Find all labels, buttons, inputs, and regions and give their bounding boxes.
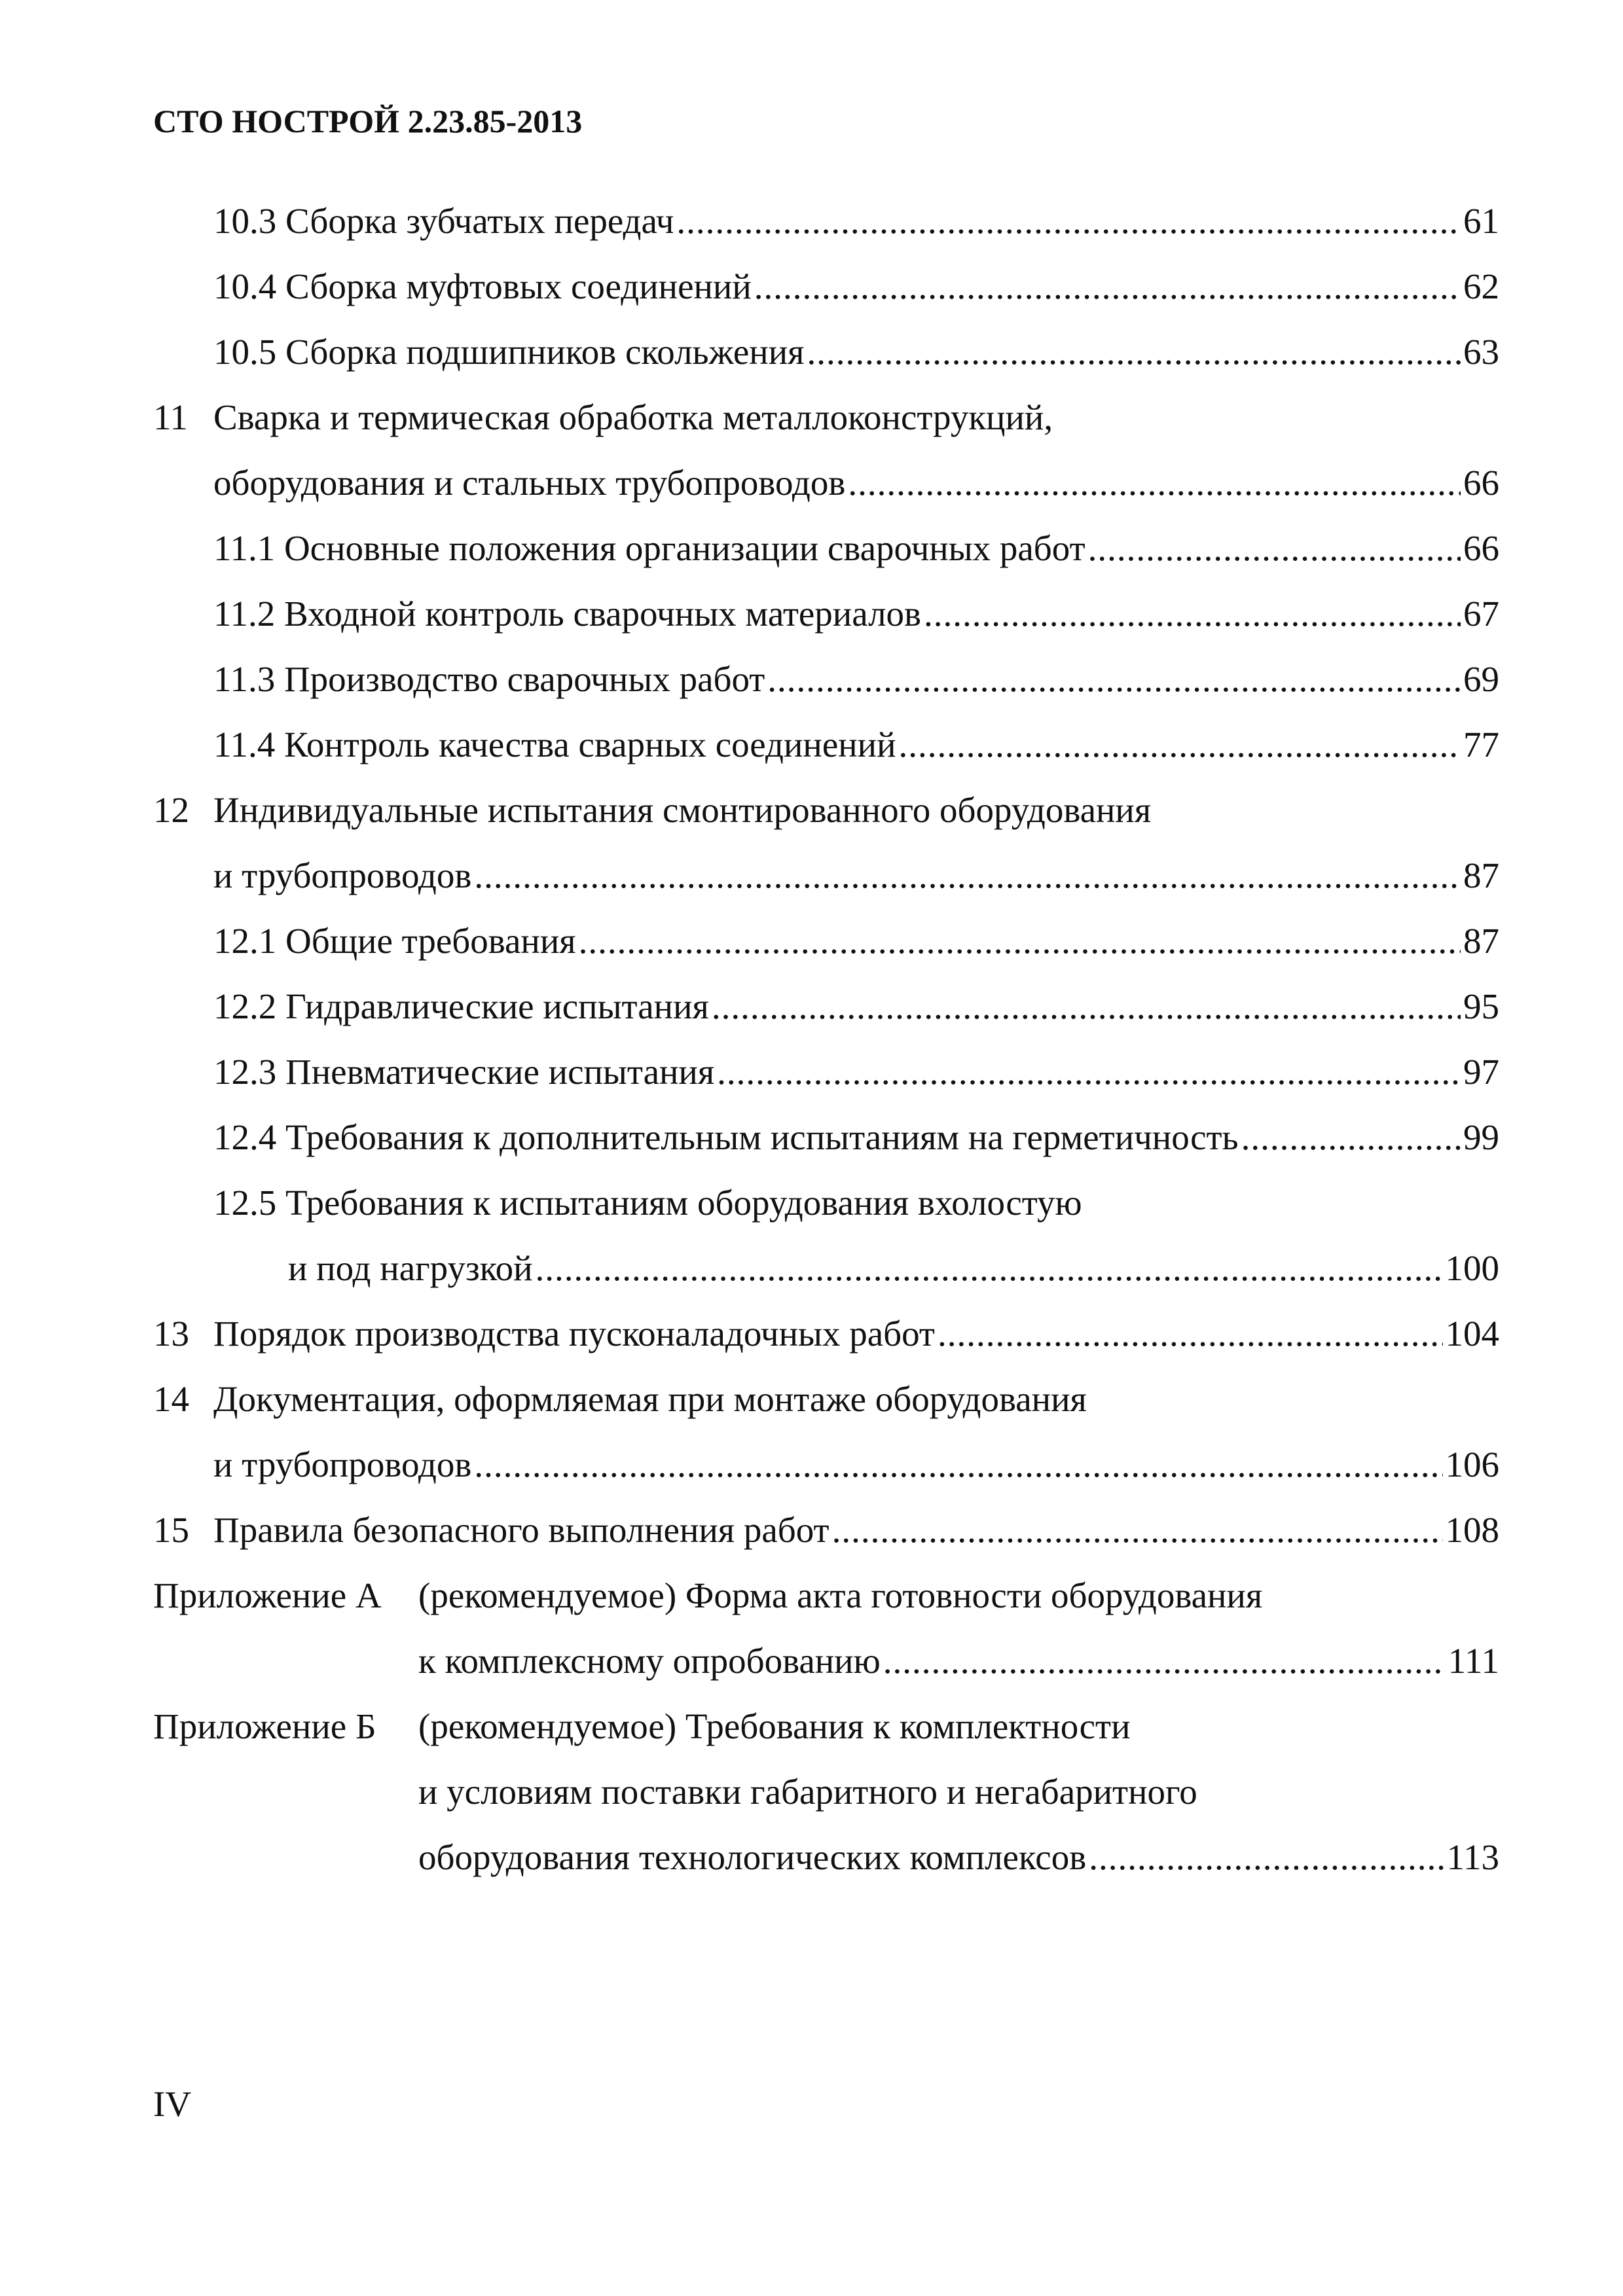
toc-entry[interactable] — [153, 1301, 1499, 1367]
toc-entry-title: 11.3 Производство сварочных работ — [213, 659, 765, 699]
toc-entry[interactable] — [153, 1498, 1499, 1563]
toc-entry[interactable] — [213, 974, 1499, 1039]
toc-entry-title: 12.2 Гидравлические испытания — [213, 986, 709, 1026]
toc-entry-page: 113 — [1446, 1837, 1499, 1877]
toc-dot-leader — [848, 450, 1461, 516]
toc-dot-leader — [474, 843, 1461, 908]
page-number: IV — [153, 2084, 192, 2124]
toc-entry[interactable] — [418, 1759, 1197, 1825]
toc-dot-leader — [712, 974, 1461, 1039]
toc-entry-title: оборудования и стальных трубопроводов — [213, 463, 846, 503]
toc-dot-leader — [536, 1236, 1443, 1301]
toc-dot-leader — [579, 908, 1461, 974]
toc-entry-title: Документация, оформляемая при монтаже оборудования — [213, 1379, 1087, 1419]
toc-entry-page: 61 — [1463, 201, 1499, 241]
toc-entry[interactable] — [153, 1367, 1087, 1432]
toc-entry-page: 111 — [1448, 1641, 1499, 1681]
toc-entry-title: (рекомендуемое) Форма акта готовности оборудования — [418, 1575, 1263, 1615]
toc-entry[interactable] — [213, 1105, 1499, 1170]
toc-entry-page: 77 — [1463, 725, 1499, 764]
toc-entry-title: 12.5 Требования к испытаниям оборудования вхолостую — [213, 1183, 1082, 1223]
toc-entry-title: 12.4 Требования к дополнительным испытаниям на герметичность — [213, 1117, 1239, 1157]
toc-entry-title: Индивидуальные испытания смонтированного оборудования — [213, 790, 1152, 830]
toc-entry[interactable] — [213, 1039, 1499, 1105]
toc-entry-title: Правила безопасного выполнения работ — [213, 1510, 830, 1550]
toc-dot-leader — [1241, 1105, 1461, 1170]
toc-entry-number: 15 — [153, 1510, 189, 1550]
toc-entry[interactable] — [213, 843, 1499, 908]
toc-entry[interactable] — [213, 1432, 1499, 1498]
toc-dot-leader — [938, 1301, 1443, 1367]
toc-dot-leader — [807, 319, 1461, 385]
toc-entry[interactable] — [213, 188, 1499, 254]
toc-entry[interactable] — [213, 450, 1499, 516]
toc-dot-leader — [754, 254, 1461, 319]
toc-entry[interactable] — [213, 712, 1499, 778]
toc-entry-title: Порядок производства пусконаладочных работ — [213, 1314, 935, 1354]
toc-entry-title: 12.3 Пневматические испытания — [213, 1052, 715, 1092]
toc-entry-title: 11.2 Входной контроль сварочных материалов — [213, 594, 922, 634]
toc-entry[interactable] — [288, 1236, 1499, 1301]
toc-entry-page: 87 — [1463, 855, 1499, 895]
toc-entry-title: (рекомендуемое) Требования к комплектности — [418, 1706, 1131, 1746]
toc-entry-title: и условиям поставки габаритного и негабаритного — [418, 1772, 1197, 1812]
toc-entry-number: 11 — [153, 397, 188, 437]
toc-entry[interactable] — [418, 1628, 1499, 1694]
toc-entry-title: 12.1 Общие требования — [213, 921, 576, 961]
toc-entry-title: и под нагрузкой — [288, 1248, 533, 1288]
toc-entry[interactable] — [153, 778, 1151, 843]
toc-entry[interactable] — [213, 908, 1499, 974]
toc-dot-leader — [899, 712, 1461, 778]
toc-entry-title: 10.4 Сборка муфтовых соединений — [213, 266, 752, 306]
toc-dot-leader — [676, 188, 1461, 254]
toc-entry[interactable] — [213, 319, 1499, 385]
toc-entry-title: оборудования технологических комплексов — [418, 1837, 1087, 1877]
toc-entry-number: 14 — [153, 1379, 189, 1419]
toc-entry-title: 10.3 Сборка зубчатых передач — [213, 201, 674, 241]
toc-entry-page: 106 — [1445, 1444, 1499, 1484]
toc-entry-title: Сварка и термическая обработка металлоконструкций, — [213, 397, 1053, 437]
toc-entry[interactable] — [213, 516, 1499, 581]
toc-entry-page: 100 — [1445, 1248, 1499, 1288]
toc-entry[interactable] — [213, 1170, 1082, 1236]
toc-dot-leader — [832, 1498, 1443, 1563]
toc-dot-leader — [717, 1039, 1461, 1105]
toc-dot-leader — [474, 1432, 1442, 1498]
toc-entry-title: и трубопроводов — [213, 855, 472, 895]
toc-entry-number: 12 — [153, 790, 189, 830]
toc-dot-leader — [883, 1628, 1446, 1694]
toc-entry-title: 11.1 Основные положения организации сварочных работ — [213, 528, 1085, 568]
toc-dot-leader — [1088, 516, 1461, 581]
toc-dot-leader — [1089, 1825, 1444, 1890]
toc-entry-page: 97 — [1463, 1052, 1499, 1092]
toc-entry-page: 69 — [1463, 659, 1499, 699]
toc-entry-title: 10.5 Сборка подшипников скольжения — [213, 332, 805, 372]
toc-entry-number: 13 — [153, 1314, 189, 1354]
toc-entry-title: 11.4 Контроль качества сварных соединений — [213, 725, 896, 764]
toc-entry-page: 63 — [1463, 332, 1499, 372]
toc-entry[interactable] — [153, 1694, 1131, 1759]
toc-entry-page: 99 — [1463, 1117, 1499, 1157]
toc-entry[interactable] — [153, 1563, 1262, 1628]
toc-entry-page: 66 — [1463, 528, 1499, 568]
toc-entry[interactable] — [213, 581, 1499, 647]
toc-entry-page: 62 — [1463, 266, 1499, 306]
toc-entry[interactable] — [153, 385, 1053, 450]
toc-entry-page: 104 — [1445, 1314, 1499, 1354]
toc-entry-page: 67 — [1463, 594, 1499, 634]
toc-entry-title: и трубопроводов — [213, 1444, 472, 1484]
toc-entry-number: Приложение Б — [153, 1706, 376, 1746]
toc-entry-number: Приложение А — [153, 1575, 382, 1615]
toc-entry[interactable] — [213, 254, 1499, 319]
toc-entry-page: 95 — [1463, 986, 1499, 1026]
toc-entry-page: 66 — [1463, 463, 1499, 503]
toc-dot-leader — [767, 647, 1461, 712]
document-header: СТО НОСТРОЙ 2.23.85-2013 — [153, 103, 583, 139]
toc-entry-page: 87 — [1463, 921, 1499, 961]
toc-dot-leader — [924, 581, 1461, 647]
toc-entry[interactable] — [213, 647, 1499, 712]
toc-entry-page: 108 — [1445, 1510, 1499, 1550]
toc-entry-title: к комплексному опробованию — [418, 1641, 881, 1681]
toc-entry[interactable] — [418, 1825, 1499, 1890]
